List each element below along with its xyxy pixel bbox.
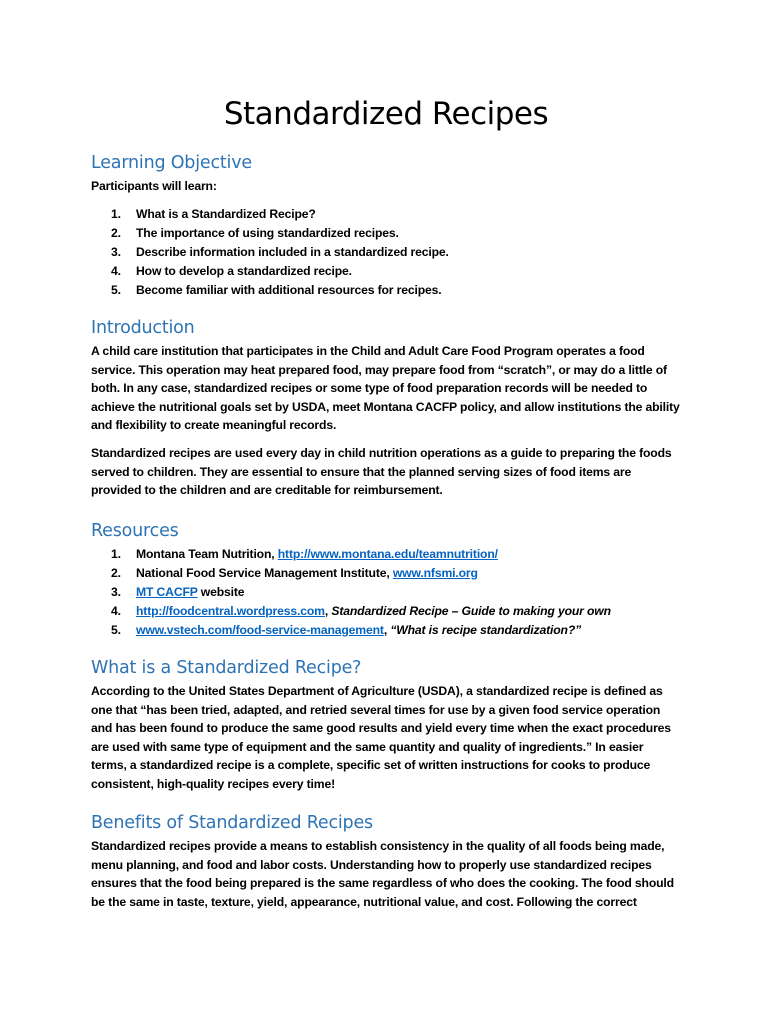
section-introduction xyxy=(91,318,681,500)
list-item: 5. Become familiar with additional resources for recipes. xyxy=(111,282,442,297)
resource-link[interactable]: http://foodcentral.wordpress.com xyxy=(136,604,325,618)
section-what-is xyxy=(91,658,681,794)
resource-item: 5. www.vstech.com/food-service-management, “What is recipe standardization?” xyxy=(111,623,582,637)
resource-item: 4. http://foodcentral.wordpress.com, Standardized Recipe – Guide to making your own xyxy=(111,604,611,618)
introduction-paragraph-2: Standardized recipes are used every day in child nutrition operations as a guide to preparing the foods served to children. They are essential to ensure that the planned serving sizes of food items are provided to the children and are creditable for reimbursement. xyxy=(91,445,672,498)
heading-learning-objective: Learning Objective xyxy=(91,153,252,173)
learning-list xyxy=(91,205,681,300)
section-benefits xyxy=(91,813,681,911)
heading-what-is: What is a Standardized Recipe? xyxy=(91,658,362,678)
resource-item: 3. MT CACFP website xyxy=(111,585,245,599)
page-title: Standardized Recipes xyxy=(223,96,549,132)
what-is-paragraph: According to the United States Department of Agriculture (USDA), a standardized recipe is defined as one that “has been tried, adapted, and retried several times for use by a given food service operation and has been found to produce the same good results and yield every time when the exact procedures are used with same type of equipment and the same quantity and quality of ingredients.” In easier terms, a standardized recipe is a complete, specific set of written instructions for cooks to produce consistent, high-quality recipes every time! xyxy=(91,684,671,791)
heading-benefits: Benefits of Standardized Recipes xyxy=(91,813,373,833)
list-item: 4. How to develop a standardized recipe. xyxy=(111,263,352,278)
list-item: 1. What is a Standardized Recipe? xyxy=(111,206,316,221)
resource-item: 1. Montana Team Nutrition, http://www.montana.edu/teamnutrition/ xyxy=(111,547,498,561)
list-item: 3. Describe information included in a standardized recipe. xyxy=(111,244,449,259)
learning-intro: Participants will learn: xyxy=(91,179,217,193)
resource-link[interactable]: MT CACFP xyxy=(136,585,198,599)
introduction-paragraph-1: A child care institution that participates in the Child and Adult Care Food Program operates a food service. This operation may heat prepared food, may prepare food from “scratch”, or may do a little of both. In any case, standardized recipes or some type of food preparation records will be needed to achieve the nutritional goals set by USDA, meet Montana CACFP policy, and allow institutions the ability and flexibility to create meaningful records. xyxy=(91,344,680,433)
heading-introduction: Introduction xyxy=(91,318,195,338)
resource-link[interactable]: www.vstech.com/food-service-management xyxy=(136,623,384,637)
resource-link[interactable]: http://www.montana.edu/teamnutrition/ xyxy=(277,547,498,561)
section-learning-objective xyxy=(91,153,681,300)
section-resources xyxy=(91,521,681,640)
benefits-paragraph: Standardized recipes provide a means to establish consistency in the quality of all foods being made, menu planning, and food and labor costs. Understanding how to properly use standardized recipes ensures that the food being prepared is the same regardless of who does the cooking. The food should be the same in taste, texture, yield, appearance, nutritional value, and cost. Following the correct xyxy=(91,839,674,909)
list-item: 2. The importance of using standardized recipes. xyxy=(111,225,399,240)
heading-resources: Resources xyxy=(91,521,179,541)
resource-item: 2. National Food Service Management Institute, www.nfsmi.org xyxy=(111,566,478,580)
resources-list xyxy=(91,545,681,640)
resource-link[interactable]: www.nfsmi.org xyxy=(392,566,478,580)
